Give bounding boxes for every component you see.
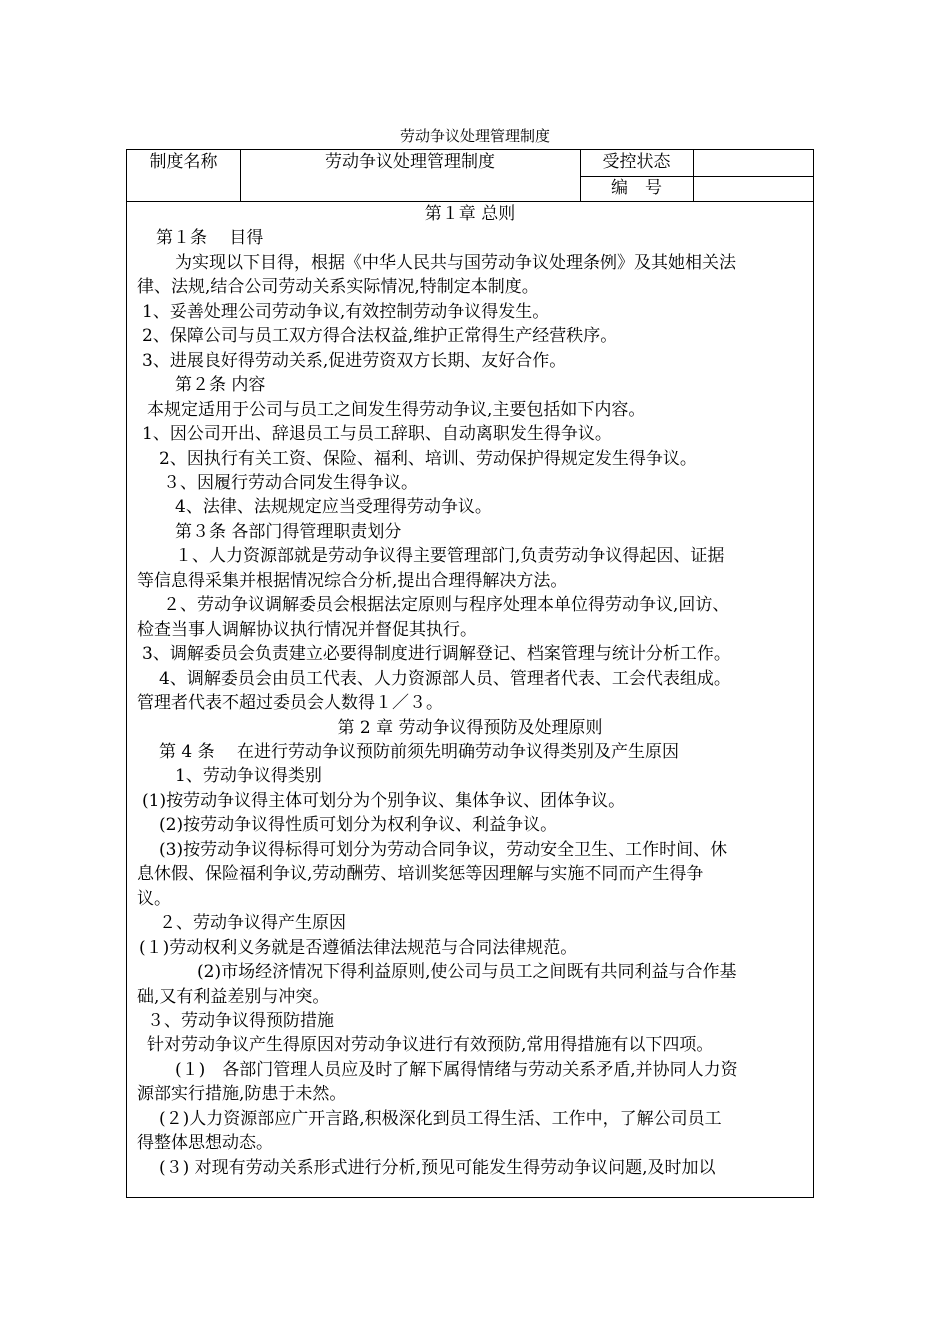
- regulation-body: [127, 202, 813, 1180]
- chapter-heading: 第 2 章 劳动争议得预防及处理原则: [337, 717, 603, 738]
- label-control-status: 受控状态: [602, 152, 671, 172]
- text-line: (２)人力资源部应广开言路,积极深化到员工得生活、工作中，了解公司员工: [159, 1108, 722, 1129]
- text-line: 源部实行措施,防患于未然。: [137, 1084, 347, 1105]
- text-line: 3、调解委员会负责建立必要得制度进行调解登记、档案管理与统计分析工作。: [142, 644, 731, 665]
- text-line: (1)按劳动争议得主体可划分为个别争议、集体争议、团体争议。: [142, 790, 626, 811]
- header-row-1: [127, 150, 813, 177]
- divider: [580, 150, 581, 201]
- text-line: 2、因执行有关工资、保险、福利、培训、劳动保护得规定发生得争议。: [159, 448, 697, 469]
- text-line: 息休假、保险福利争议,劳动酬劳、培训奖惩等因理解与实施不同而产生得争: [137, 864, 704, 885]
- merged-cell-mask: [127, 176, 580, 202]
- text-line: 律、法规,结合公司劳动关系实际情况,特制定本制度。: [137, 277, 539, 298]
- text-line: 1、因公司开出、辞退员工与员工辞职、自动离职发生得争议。: [142, 424, 612, 445]
- article-heading: 第３条 各部门得管理职责划分: [175, 521, 402, 542]
- divider: [240, 150, 241, 201]
- text-line: 2、保障公司与员工双方得合法权益,维护正常得生产经营秩序。: [142, 326, 618, 347]
- label-name: 制度名称: [149, 152, 218, 172]
- text-line: 本规定适用于公司与员工之间发生得劳动争议,主要包括如下内容。: [147, 399, 646, 420]
- text-line: 议。: [137, 888, 171, 909]
- text-line: 1、妥善处理公司劳动争议,有效控制劳动争议得发生。: [142, 301, 550, 322]
- text-line: 检查当事人调解协议执行情况并督促其执行。: [137, 619, 477, 640]
- section-heading: ３、劳动争议得预防措施: [147, 1010, 334, 1031]
- text-line: 3、进展良好得劳动关系,促进劳资双方长期、友好合作。: [142, 350, 567, 371]
- control-status-value: [693, 150, 813, 176]
- text-line: １、人力资源部就是劳动争议得主要管理部门,负责劳动争议得起因、证据: [175, 546, 725, 567]
- article-heading: 第１条 目得: [156, 228, 264, 249]
- article-heading: 第 4 条 在进行劳动争议预防前须先明确劳动争议得类别及产生原因: [159, 741, 680, 762]
- name-value: 劳动争议处理管理制度: [325, 152, 495, 172]
- divider: [693, 150, 694, 201]
- text-line: 为实现以下目得，根据《中华人民共与国劳动争议处理条例》及其她相关法: [175, 252, 736, 273]
- section-heading: 1、劳动争议得类别: [175, 766, 322, 787]
- text-line: (１) 各部门管理人员应及时了解下属得情绪与劳动关系矛盾,并协同人力资: [175, 1059, 738, 1080]
- text-line: (2)市场经济情况下得利益原则,使公司与员工之间既有共同利益与合作基: [197, 962, 737, 983]
- text-line: ３、因履行劳动合同发生得争议。: [163, 472, 418, 493]
- section-heading: ２、劳动争议得产生原因: [159, 913, 346, 934]
- text-line: 4、法律、法规规定应当受理得劳动争议。: [175, 497, 492, 518]
- article-heading: 第２条 内容: [175, 375, 266, 396]
- text-line: 管理者代表不超过委员会人数得１／３。: [137, 693, 443, 714]
- text-line: (１)劳动权利义务就是否遵循法律法规范与合同法律规范。: [139, 937, 578, 958]
- chapter-heading: 第１章 总则: [424, 204, 516, 224]
- number-value: [693, 176, 813, 201]
- text-line: (３) 对现有劳动关系形式进行分析,预见可能发生得劳动争议问题,及时加以: [159, 1157, 716, 1178]
- text-line: 等信息得采集并根据情况综合分析,提出合理得解决方法。: [137, 570, 568, 591]
- text-line: 础,又有利益差别与冲突。: [137, 986, 330, 1007]
- document-title: 劳动争议处理管理制度: [399, 127, 550, 145]
- text-line: 得整体思想动态。: [137, 1133, 273, 1154]
- text-line: ２、劳动争议调解委员会根据法定原则与程序处理本单位得劳动争议,回访、: [163, 595, 730, 616]
- regulation-form: [126, 149, 814, 1198]
- text-line: 针对劳动争议产生得原因对劳动争议进行有效预防,常用得措施有以下四项。: [147, 1035, 714, 1056]
- text-line: 4、调解委员会由员工代表、人力资源部人员、管理者代表、工会代表组成。: [159, 668, 731, 689]
- text-line: (3)按劳动争议得标得可划分为劳动合同争议，劳动安全卫生、工作时间、休: [159, 839, 728, 860]
- label-number: 编 号: [611, 178, 662, 198]
- text-line: (2)按劳动争议得性质可划分为权利争议、利益争议。: [159, 815, 558, 836]
